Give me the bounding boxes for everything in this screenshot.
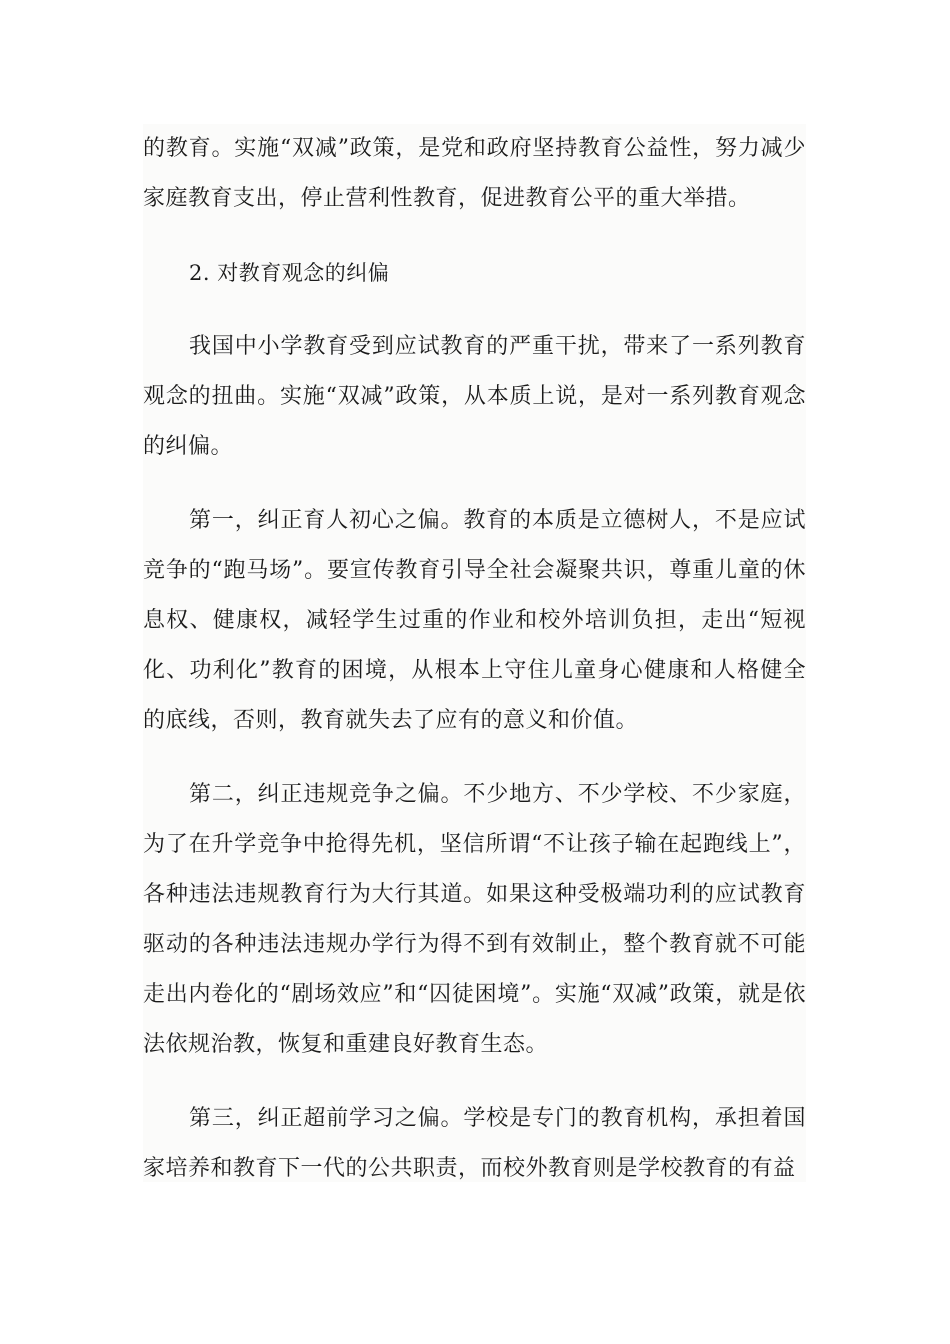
paragraph-first-point: 第一，纠正育人初心之偏。教育的本质是立德树人，不是应试竞争的“跑马场”。要宣传教育引导全社会凝聚共识，尊重儿童的休息权、健康权，减轻学生过重的作业和校外培训负担，走出“短视化、功利化”教育的困境，从根本上守住儿童身心健康和人格健全的底线，否则，教育就失去了应有的意义和价值。 bbox=[143, 508, 806, 733]
paragraph-second-point: 第二，纠正违规竞争之偏。不少地方、不少学校、不少家庭，为了在升学竞争中抢得先机，坚信所谓“不让孩子输在起跑线上”，各种违法违规教育行为大行其道。如果这种受极端功利的应试教育驱动的各种违法违规办学行为得不到有效制止，整个教育就不可能走出内卷化的“剧场效应”和“囚徒困境”。实施“双减”政策，就是依法依规治教，恢复和重建良好教育生态。 bbox=[143, 782, 806, 1057]
paragraph-intro: 我国中小学教育受到应试教育的严重干扰，带来了一系列教育观念的扭曲。实施“双减”政策，从本质上说，是对一系列教育观念的纠偏。 bbox=[143, 334, 806, 459]
paragraph-continuation: 的教育。实施“双减”政策，是党和政府坚持教育公益性，努力减少家庭教育支出，停止营利性教育，促进教育公平的重大举措。 bbox=[143, 136, 806, 211]
document-body bbox=[143, 124, 806, 1182]
section-heading: 2. 对教育观念的纠偏 bbox=[189, 261, 390, 285]
paragraph-third-point: 第三，纠正超前学习之偏。学校是专门的教育机构，承担着国家培养和教育下一代的公共职责，而校外教育则是学校教育的有益 bbox=[143, 1106, 806, 1181]
